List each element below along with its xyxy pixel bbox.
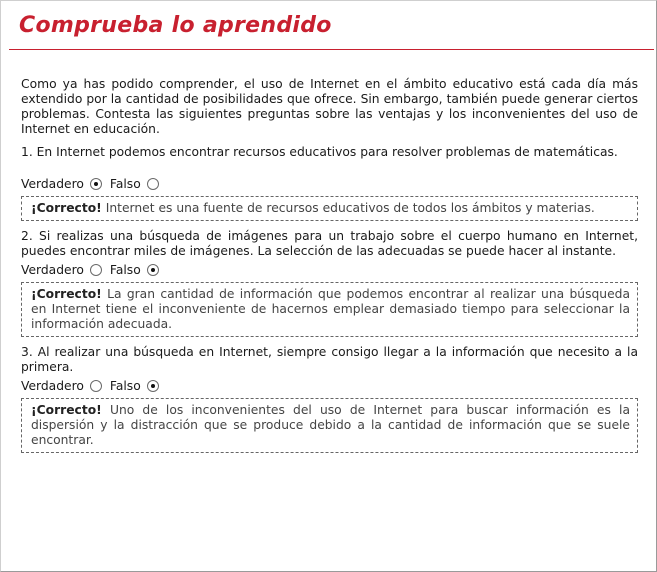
answer-options <box>21 261 638 279</box>
feedback-text: Uno de los inconvenientes del uso de Internet para buscar información es la dispersión y la distracción que se produce debido a la cantidad de información que se suele encontrar. <box>31 403 630 447</box>
feedback-label: ¡Correcto! <box>31 201 102 215</box>
intro-text: Como ya has podido comprender, el uso de Internet en el ámbito educativo está cada día más extendido por la cantidad de posibilidades que ofrece. Sin embargo, también puede generar ciertos problemas. Contesta las siguientes preguntas sobre las ventajas y los inconvenientes del uso de Internet en educación. <box>21 77 638 136</box>
q3-false-radio[interactable] <box>147 380 159 392</box>
q2-false-radio[interactable] <box>147 264 159 276</box>
feedback-label: ¡Correcto! <box>31 403 102 417</box>
question-text: 1. En Internet podemos encontrar recursos educativos para resolver problemas de matemáticas. <box>21 145 618 159</box>
false-label: Falso <box>109 262 141 277</box>
question-3 <box>21 345 638 453</box>
title-divider <box>9 49 654 50</box>
true-label: Verdadero <box>21 378 84 393</box>
answer-options <box>21 377 638 395</box>
false-label: Falso <box>109 176 141 191</box>
false-label: Falso <box>109 378 141 393</box>
question-2 <box>21 229 638 337</box>
q2-true-radio[interactable] <box>90 264 102 276</box>
feedback-label: ¡Correcto! <box>31 287 102 301</box>
q1-true-radio[interactable] <box>90 178 102 190</box>
question-1 <box>21 145 638 221</box>
q3-true-radio[interactable] <box>90 380 102 392</box>
page-title: Comprueba lo aprendido <box>19 13 332 38</box>
feedback-box <box>21 282 638 337</box>
true-label: Verdadero <box>21 262 84 277</box>
feedback-text: La gran cantidad de información que podemos encontrar al realizar una búsqueda en Internet tiene el inconveniente de hacernos emplear demasiado tiempo para seleccionar la información adecuada. <box>31 287 630 331</box>
answer-options <box>21 175 638 193</box>
true-label: Verdadero <box>21 176 84 191</box>
question-text: 3. Al realizar una búsqueda en Internet, siempre consigo llegar a la información que necesito a la primera. <box>21 345 638 374</box>
exercise-content <box>21 77 638 453</box>
question-text: 2. Si realizas una búsqueda de imágenes para un trabajo sobre el cuerpo humano en Internet, puedes encontrar miles de imágenes. La selección de las adecuadas se puede hacer al instante. <box>21 229 638 258</box>
feedback-text: Internet es una fuente de recursos educativos de todos los ámbitos y materias. <box>105 201 595 215</box>
feedback-box <box>21 196 638 221</box>
q1-false-radio[interactable] <box>147 178 159 190</box>
feedback-box <box>21 398 638 453</box>
